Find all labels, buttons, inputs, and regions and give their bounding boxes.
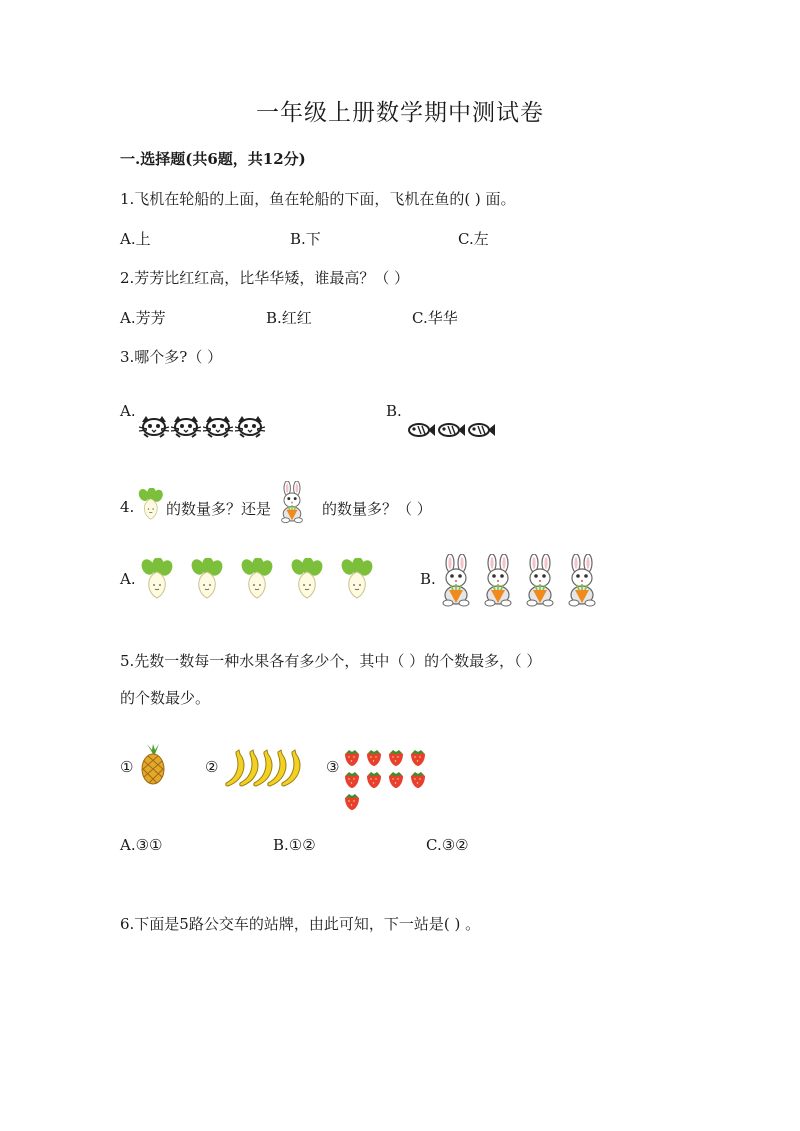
pineapple-group [138,744,168,786]
rabbit-icon [436,554,476,608]
radish-inline-icon [136,488,166,521]
radish-icon [288,558,326,600]
question-2-option-b[interactable]: B.红红 [266,309,312,327]
strawberry-group [342,748,438,811]
page-title: 一年级上册数学期中测试卷 [256,100,544,126]
question-1-text: 1.飞机在轮船的上面，鱼在轮船的下面，飞机在鱼的( ) 面。 [120,190,516,208]
cat-icon [234,414,266,438]
question-5-option-b[interactable]: B.①② [273,836,316,854]
rabbit-icon [478,554,518,608]
question-4-option-a[interactable]: A. [120,570,136,588]
banana-icon [278,748,302,788]
question-4-suffix: 的数量多？（ ） [322,500,432,518]
fruit-label-2: ② [205,758,219,776]
cat-icon [170,414,202,438]
question-4-prefix: 4. [120,498,135,516]
question-6-text: 6.下面是5路公交车的站牌，由此可知，下一站是( ) 。 [120,915,481,933]
cat-icon [138,414,170,438]
question-1-option-a[interactable]: A.上 [120,230,151,248]
fish-icon [466,420,496,440]
radish-icon [338,558,376,600]
rabbit-group [436,554,602,608]
fruit-label-1: ① [120,758,134,776]
fish-icon [436,420,466,440]
question-2-text: 2.芳芳比红红高，比华华矮，谁最高？（ ） [120,269,410,287]
cat-group [138,414,266,438]
strawberry-icon [364,748,384,767]
question-4-middle: 的数量多？还是 [166,500,272,518]
radish-icon [138,558,176,600]
strawberry-icon [386,770,406,789]
radish-group [138,558,376,600]
fish-icon [406,420,436,440]
strawberry-icon [408,748,428,767]
strawberry-icon [342,748,362,767]
question-1-option-c[interactable]: C.左 [458,230,489,248]
question-3-option-a[interactable]: A. [120,402,136,420]
radish-icon [188,558,226,600]
question-2-option-c[interactable]: C.华华 [412,309,458,327]
strawberry-icon [364,770,384,789]
rabbit-icon [520,554,560,608]
question-3-text: 3.哪个多?（ ） [120,348,223,366]
strawberry-icon [408,770,428,789]
question-4-option-b[interactable]: B. [420,570,436,588]
fruit-label-3: ③ [326,758,340,776]
question-5-option-a[interactable]: A.③① [120,836,163,854]
rabbit-inline-icon [276,481,308,524]
strawberry-icon [386,748,406,767]
fish-group [406,420,496,440]
question-2-option-a[interactable]: A.芳芳 [120,309,166,327]
section-heading: 一.选择题(共6题，共12分) [120,150,306,168]
strawberry-icon [342,770,362,789]
cat-icon [202,414,234,438]
question-1-option-b[interactable]: B.下 [290,230,321,248]
radish-icon [238,558,276,600]
question-5-option-c[interactable]: C.③② [426,836,469,854]
radish-icon [136,488,166,521]
question-3-option-b[interactable]: B. [386,402,402,420]
pineapple-icon [138,744,168,786]
rabbit-icon [562,554,602,608]
question-5-line-1: 5.先数一数每一种水果各有多少个，其中（ ）的个数最多，（ ） [120,652,542,670]
banana-group [222,748,302,788]
rabbit-icon [276,481,308,524]
strawberry-icon [342,792,362,811]
question-5-line-2: 的个数最少。 [120,689,211,707]
